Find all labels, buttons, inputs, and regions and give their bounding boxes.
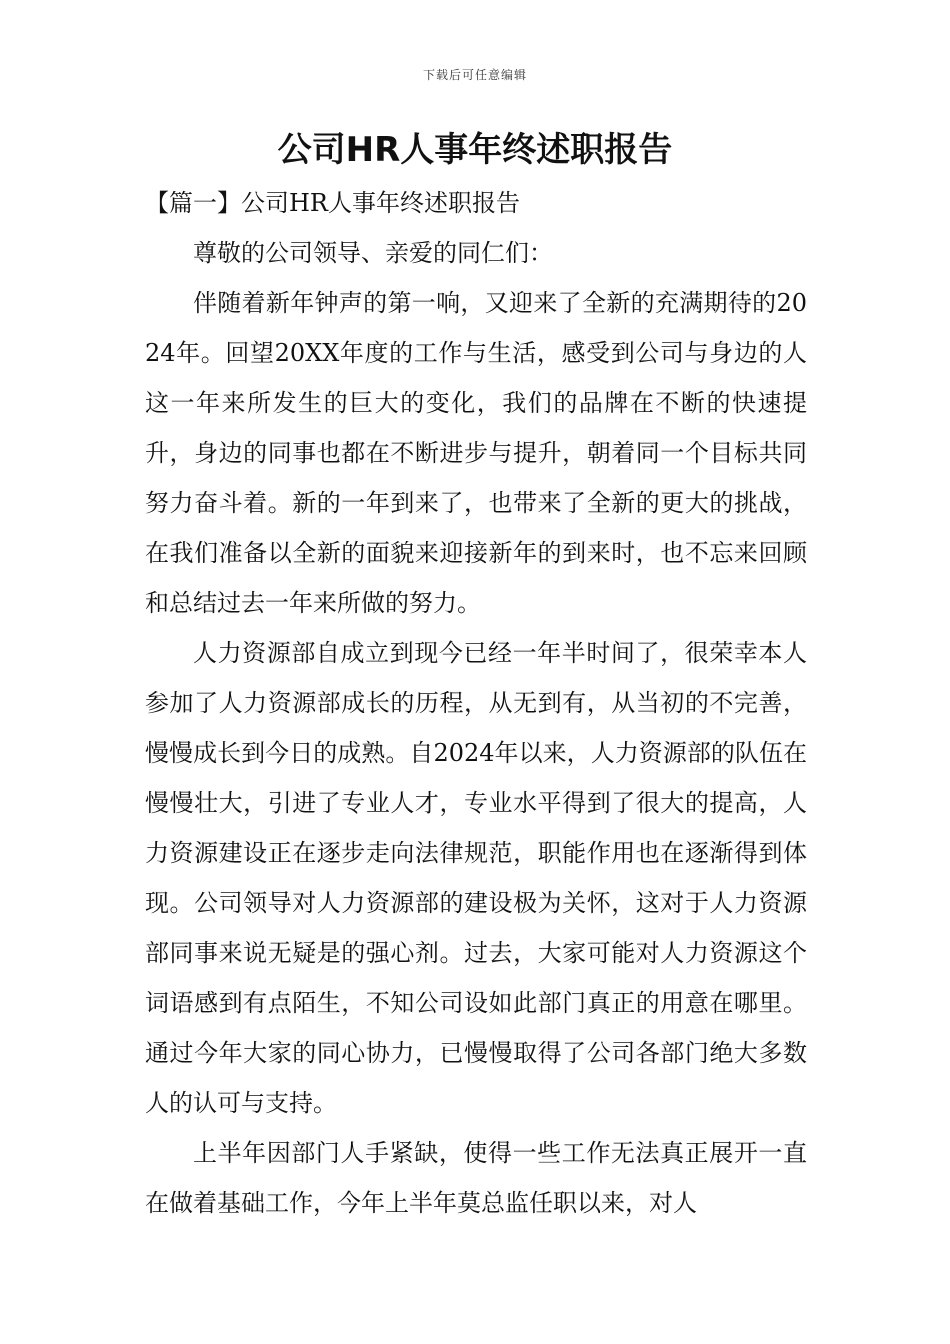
paragraph-1: 伴随着新年钟声的第一响，又迎来了全新的充满期待的2024年。回望20XX年度的工作与生活，感受到公司与身边的人这一年来所发生的巨大的变化，我们的品牌在不断的快速提升，身边的同事也都在不断进步与提升，朝着同一个目标共同努力奋斗着。新的一年到来了，也带来了全新的更大的挑战，在我们准备以全新的面貌来迎接新年的到来时，也不忘来回顾和总结过去一年来所做的努力。 (145, 289, 807, 617)
document-body (145, 178, 807, 1228)
header-note: 下载后可任意编辑 (422, 68, 527, 82)
document-title: 公司HR人事年终述职报告 (277, 130, 673, 170)
section-heading: 【篇一】公司HR人事年终述职报告 (145, 189, 520, 217)
paragraph-3: 上半年因部门人手紧缺，使得一些工作无法真正展开一直在做着基础工作，今年上半年莫总监任职以来，对人 (145, 1139, 807, 1217)
greeting: 尊敬的公司领导、亲爱的同仁们： (193, 239, 553, 267)
paragraph-2: 人力资源部自成立到现今已经一年半时间了，很荣幸本人参加了人力资源部成长的历程，从无到有，从当初的不完善，慢慢成长到今日的成熟。自2024年以来，人力资源部的队伍在慢慢壮大，引进了专业人才，专业水平得到了很大的提高，人力资源建设正在逐步走向法律规范，职能作用也在逐渐得到体现。公司领导对人力资源部的建设极为关怀，这对于人力资源部同事来说无疑是的强心剂。过去，大家可能对人力资源这个词语感到有点陌生，不知公司设如此部门真正的用意在哪里。通过今年大家的同心协力，已慢慢取得了公司各部门绝大多数人的认可与支持。 (145, 639, 807, 1117)
